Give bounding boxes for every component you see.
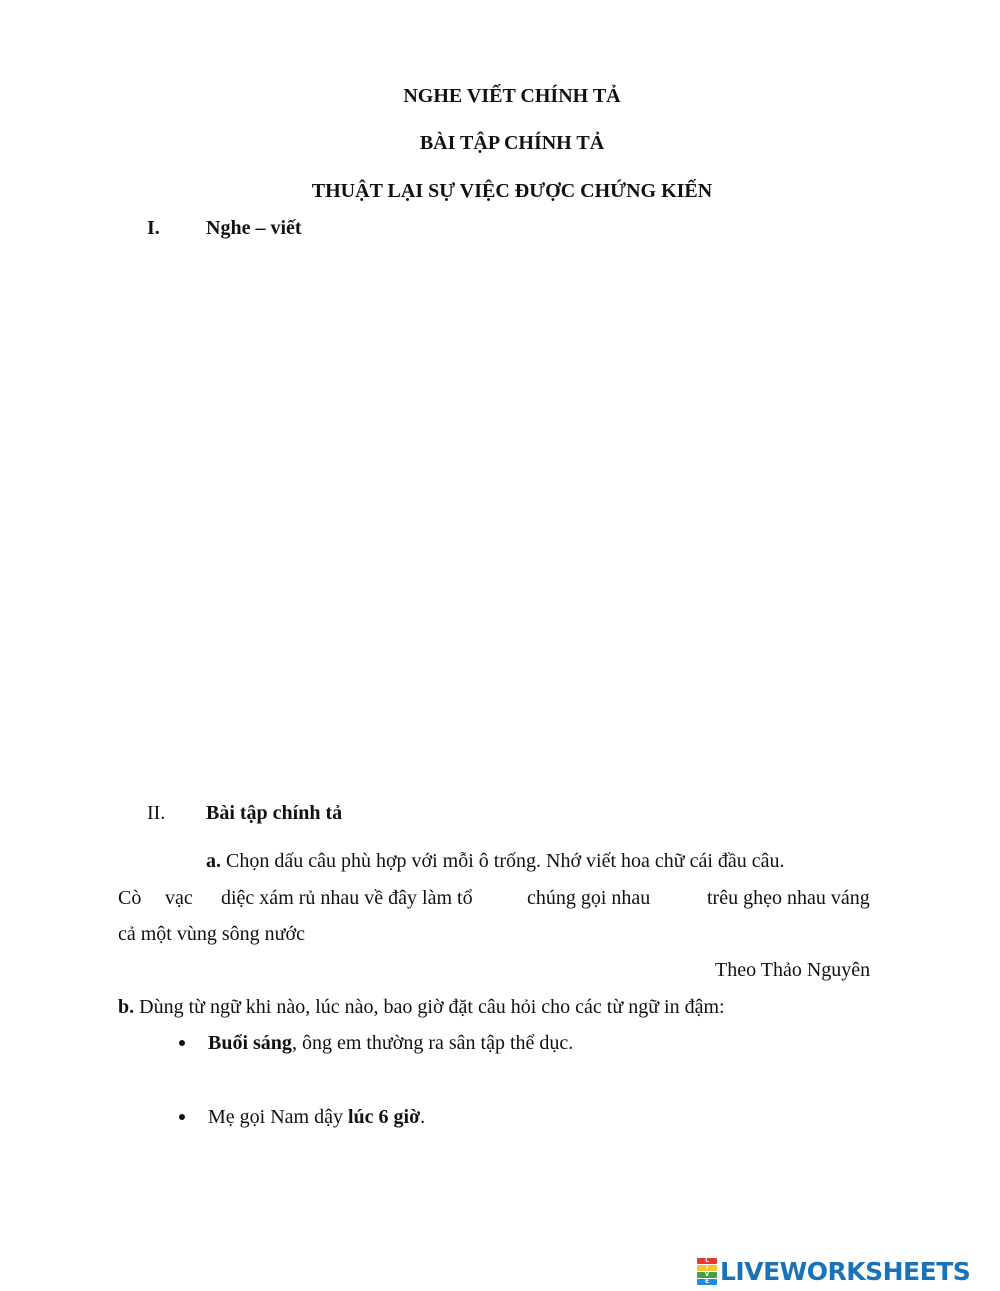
logo-letter: I — [697, 1265, 717, 1271]
part-b-instruction — [118, 995, 725, 1019]
punctuation-blank-1[interactable] — [142, 886, 164, 910]
part-a-instruction — [206, 849, 785, 873]
passage-source: Theo Thảo Nguyên — [715, 959, 871, 981]
part-b-label: b. — [118, 996, 135, 1018]
question-item-2-bold: lúc 6 giờ — [347, 1106, 421, 1128]
question-item-1 — [208, 1031, 573, 1055]
worksheet-topic: THUẬT LẠI SỰ VIỆC ĐƯỢC CHỨNG KIẾN — [311, 180, 713, 202]
passage-segment-3: diệc xám rủ nhau về đây làm tổ — [221, 887, 473, 909]
passage-segment-5: trêu ghẹo nhau váng — [707, 887, 870, 909]
passage-line-2: cả một vùng sông nước — [118, 923, 305, 945]
logo-letter: E — [697, 1279, 717, 1285]
punctuation-blank-3[interactable] — [490, 886, 526, 910]
liveworksheets-logo — [697, 1256, 970, 1286]
punctuation-blank-2[interactable] — [196, 886, 220, 910]
dictation-writing-area[interactable] — [118, 250, 880, 780]
answer-area-2[interactable] — [208, 1136, 880, 1172]
section-1-heading: Nghe – viết — [206, 217, 302, 239]
logo-letter: V — [697, 1272, 717, 1278]
part-a-label: a. — [206, 850, 221, 872]
passage-segment-2: vạc — [165, 887, 193, 909]
worksheet-title: NGHE VIẾT CHÍNH TẢ — [403, 85, 621, 107]
answer-area-1[interactable] — [208, 1062, 880, 1098]
section-2-numeral: II. — [147, 802, 166, 824]
question-item-1-rest: , ông em thường ra sân tập thể dục. — [291, 1032, 574, 1054]
worksheet-subtitle: BÀI TẬP CHÍNH TẢ — [419, 132, 605, 154]
logo-mark-icon — [697, 1258, 717, 1285]
section-2-heading: Bài tập chính tả — [206, 802, 343, 824]
bullet-1-icon — [179, 1040, 185, 1046]
bullet-2-icon — [179, 1114, 185, 1120]
passage-segment-1: Cò — [118, 887, 142, 909]
punctuation-blank-5[interactable] — [318, 922, 342, 946]
part-b-instruction-text: Dùng từ ngữ khi nào, lúc nào, bao giờ đặt câu hỏi cho các từ ngữ in đậm: — [139, 996, 725, 1018]
question-item-2 — [208, 1105, 425, 1129]
question-item-2-post: . — [420, 1106, 426, 1128]
section-1-numeral: I. — [147, 217, 160, 239]
question-item-1-bold: Buổi sáng — [208, 1032, 292, 1054]
punctuation-blank-4[interactable] — [660, 886, 706, 910]
logo-text: LIVEWORKSHEETS — [720, 1256, 971, 1286]
logo-letter: L — [697, 1258, 717, 1264]
part-a-instruction-text: Chọn dấu câu phù hợp với mỗi ô trống. Nhớ viết hoa chữ cái đầu câu. — [226, 850, 785, 872]
question-item-2-pre: Mẹ gọi Nam dậy — [208, 1106, 348, 1128]
passage-segment-4: chúng gọi nhau — [527, 887, 651, 909]
